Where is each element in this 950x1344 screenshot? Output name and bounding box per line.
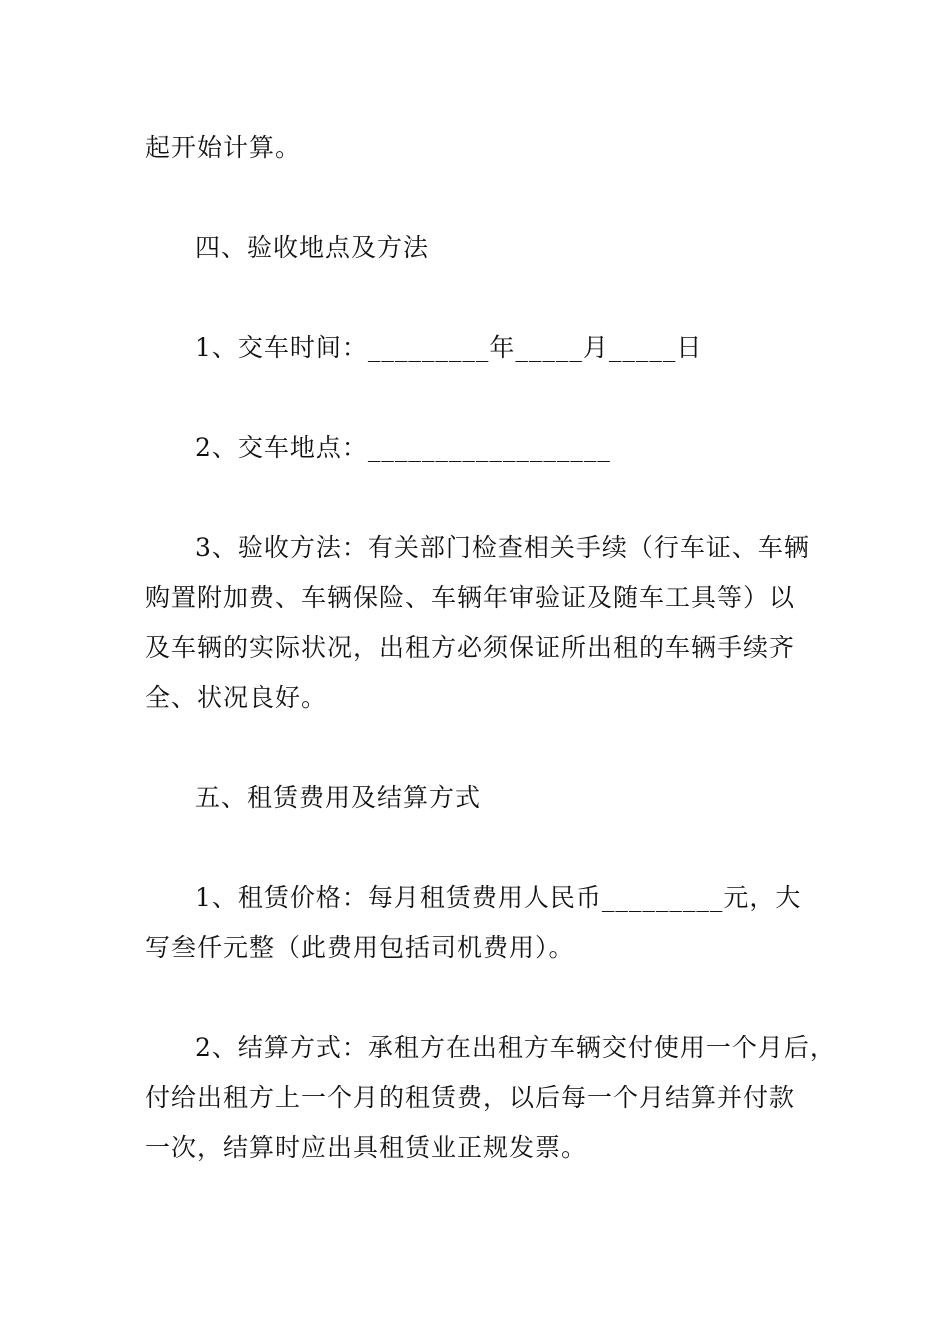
paragraph-line: 2、结算方式：承租方在出租方车辆交付使用一个月后， <box>195 1033 836 1062</box>
paragraph-line: 1、租赁价格：每月租赁费用人民币_________元，大 <box>195 883 802 912</box>
paragraph-line: 3、验收方法：有关部门检查相关手续（行车证、车辆 <box>195 533 810 562</box>
paragraph-line: 购置附加费、车辆保险、车辆年审验证及随车工具等）以 <box>145 583 796 612</box>
paragraph-line: 全、状况良好。 <box>145 683 328 712</box>
paragraph-line: 写叁仟元整（此费用包括司机费用）。 <box>145 933 575 962</box>
paragraph-line: 及车辆的实际状况，出租方必须保证所出租的车辆手续齐 <box>145 633 796 662</box>
section-heading: 四、验收地点及方法 <box>195 233 430 262</box>
paragraph-line: 一次，结算时应出具租赁业正规发票。 <box>145 1133 588 1162</box>
paragraph-line: 1、交车时间：_________年_____月_____日 <box>195 333 703 362</box>
section-heading: 五、租赁费用及结算方式 <box>195 783 482 812</box>
paragraph-line: 2、交车地点：__________________ <box>195 433 611 462</box>
paragraph-line: 付给出租方上一个月的租赁费，以后每一个月结算并付款 <box>145 1083 796 1112</box>
paragraph-line: 起开始计算。 <box>145 133 302 162</box>
